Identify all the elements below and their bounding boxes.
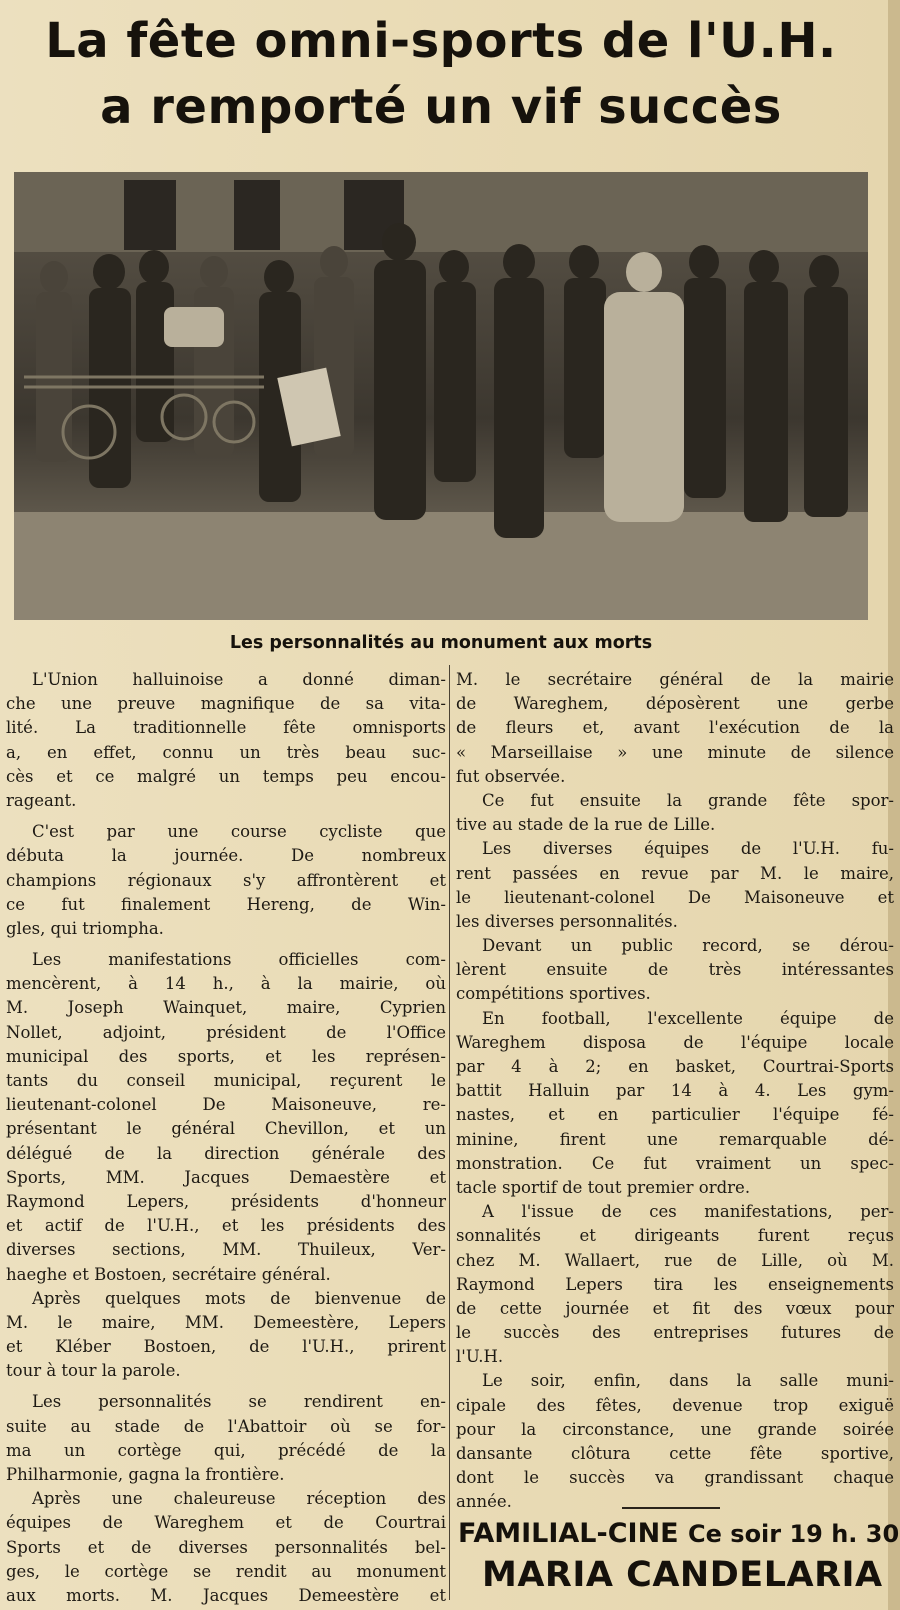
text-line: les diverses personnalités. <box>456 911 678 931</box>
cinema-advertisement <box>458 1515 898 1597</box>
text-line: dont le succès va grandissant chaque <box>456 1468 894 1488</box>
paragraph-gap <box>6 941 446 948</box>
text-line: lèrent ensuite de très intéressantes <box>456 960 894 980</box>
text-line: Devant un public record, se dérou- <box>482 936 894 956</box>
text-line: Raymond Lepers tira les enseignements <box>456 1274 894 1294</box>
text-line: Raymond Lepers, présidents d'honneur <box>6 1191 446 1211</box>
text-line: année. <box>456 1492 512 1512</box>
photo-caption: Les personnalités au monument aux morts <box>229 633 653 653</box>
text-line: gles, qui triompha. <box>6 918 164 938</box>
paragraph-gap <box>6 813 446 820</box>
text-line: par 4 à 2; en basket, Courtrai-Sports <box>456 1057 894 1076</box>
text-line: aux morts. M. Jacques Demeestère et <box>6 1585 446 1605</box>
article-headline <box>10 8 872 140</box>
article-column-right <box>456 668 894 1515</box>
text-line: pour la circonstance, une grande soirée <box>456 1419 894 1439</box>
text-line: Les diverses équipes de l'U.H. fu- <box>482 839 894 859</box>
text-line: et Kléber Bostoen, de l'U.H., prirent <box>6 1337 446 1357</box>
text-line: ges, le cortège se rendit au monument <box>6 1561 446 1581</box>
text-line: dansante clôtura cette fête sportive, <box>456 1444 894 1463</box>
text-line: Sports et de diverses personnalités bel- <box>6 1537 446 1557</box>
text-line: cès et ce malgré un temps peu encou- <box>6 766 446 786</box>
text-line: Wareghem disposa de l'équipe locale <box>456 1032 894 1052</box>
text-line: présentant le général Chevillon, et un <box>6 1119 446 1139</box>
crowd-photo-illustration <box>14 172 868 620</box>
text-line: débuta la journée. De nombreux <box>6 846 446 866</box>
article-column-left <box>6 668 446 1608</box>
text-line: le lieutenant-colonel De Maisoneuve et <box>456 887 894 907</box>
headline-line-1: La fête omni-sports de l'U.H. <box>45 13 837 69</box>
text-line: ma un cortège qui, précédé de la <box>6 1440 446 1460</box>
text-line: « Marseillaise » une minute de silence <box>456 742 894 762</box>
text-line: C'est par une course cycliste que <box>32 822 446 842</box>
text-line: a, en effet, connu un très beau suc- <box>6 742 446 762</box>
text-line: tants du conseil municipal, reçurent le <box>6 1071 446 1090</box>
text-line: champions régionaux s'y affrontèrent et <box>6 870 446 890</box>
text-line: En football, l'excellente équipe de <box>482 1008 894 1028</box>
text-line: rageant. <box>6 790 77 810</box>
text-line: de cette journée et fit des vœux pour <box>456 1298 894 1318</box>
text-line: suite au stade de l'Abattoir où se for- <box>6 1416 446 1436</box>
text-line: Le soir, enfin, dans la salle muni- <box>482 1371 894 1391</box>
text-line: A l'issue de ces manifestations, per- <box>482 1202 894 1222</box>
text-line: monstration. Ce fut vraiment un spec- <box>456 1153 894 1173</box>
text-line: nastes, et en particulier l'équipe fé- <box>456 1105 894 1125</box>
text-line: minine, firent une remarquable dé- <box>456 1129 894 1149</box>
text-line: de fleurs et, avant l'exécution de la <box>456 718 894 738</box>
text-line: che une preuve magnifique de sa vita- <box>6 694 446 714</box>
text-line: équipes de Wareghem et de Courtrai <box>6 1513 446 1533</box>
article-photo <box>14 172 868 620</box>
text-line: tacle sportif de tout premier ordre. <box>456 1177 751 1197</box>
text-line: fut observée. <box>456 766 566 786</box>
text-line: battit Halluin par 14 à 4. Les gym- <box>456 1081 894 1101</box>
headline-line-2: a remporté un vif succès <box>100 79 782 135</box>
text-line: Après une chaleureuse réception des <box>32 1489 446 1509</box>
text-line: diverses sections, MM. Thuileux, Ver- <box>6 1240 446 1260</box>
text-line: Philharmonie, gagna la frontière. <box>6 1465 285 1484</box>
text-line: le succès des entreprises futures de <box>456 1323 894 1343</box>
text-line: tour à tour la parole. <box>6 1361 181 1381</box>
text-line: cipale des fêtes, devenue trop exiguë <box>456 1395 894 1415</box>
advertisement-rule <box>622 1507 720 1509</box>
text-line: rent passées en revue par M. le maire, <box>456 863 894 883</box>
text-line: et actif de l'U.H., et les présidents des <box>6 1216 446 1236</box>
text-line: Après quelques mots de bienvenue de <box>32 1288 446 1308</box>
text-line: M. le secrétaire général de la mairie <box>456 670 894 689</box>
text-line: L'Union halluinoise a donné diman- <box>32 670 446 689</box>
text-line: compétitions sportives. <box>456 984 651 1004</box>
text-line: municipal des sports, et les représen- <box>6 1046 446 1066</box>
column-divider <box>449 665 450 1600</box>
showtime: Ce soir 19 h. 30 <box>688 1520 900 1548</box>
text-line: ce fut finalement Hereng, de Win- <box>6 894 446 914</box>
cinema-name: FAMILIAL-CINE <box>458 1518 679 1549</box>
text-line: Les manifestations officielles com- <box>32 950 446 970</box>
text-line: de Wareghem, déposèrent une gerbe <box>456 694 894 714</box>
text-line: tive au stade de la rue de Lille. <box>456 815 716 835</box>
text-line: haeghe et Bostoen, secrétaire général. <box>6 1264 331 1284</box>
film-title: MARIA CANDELARIA <box>482 1555 883 1595</box>
text-line: M. le maire, MM. Demeestère, Lepers <box>6 1312 446 1332</box>
text-line: chez M. Wallaert, rue de Lille, où M. <box>456 1250 894 1270</box>
paragraph-gap <box>6 1383 446 1390</box>
text-line: Sports, MM. Jacques Demaestère et <box>6 1167 446 1187</box>
text-line: sonnalités et dirigeants furent reçus <box>456 1226 894 1246</box>
text-line: l'U.H. <box>456 1347 504 1367</box>
text-line: mencèrent, à 14 h., à la mairie, où <box>6 974 446 994</box>
text-line: Ce fut ensuite la grande fête spor- <box>482 790 894 810</box>
text-line: Les personnalités se rendirent en- <box>32 1392 446 1412</box>
text-line: lieutenant-colonel De Maisoneuve, re- <box>6 1095 446 1115</box>
text-line: M. Joseph Wainquet, maire, Cyprien <box>6 998 446 1018</box>
ad-header <box>458 1515 898 1553</box>
text-line: délégué de la direction générale des <box>6 1143 446 1163</box>
text-line: Nollet, adjoint, président de l'Office <box>6 1022 446 1042</box>
text-line: lité. La traditionnelle fête omnisports <box>6 718 446 738</box>
